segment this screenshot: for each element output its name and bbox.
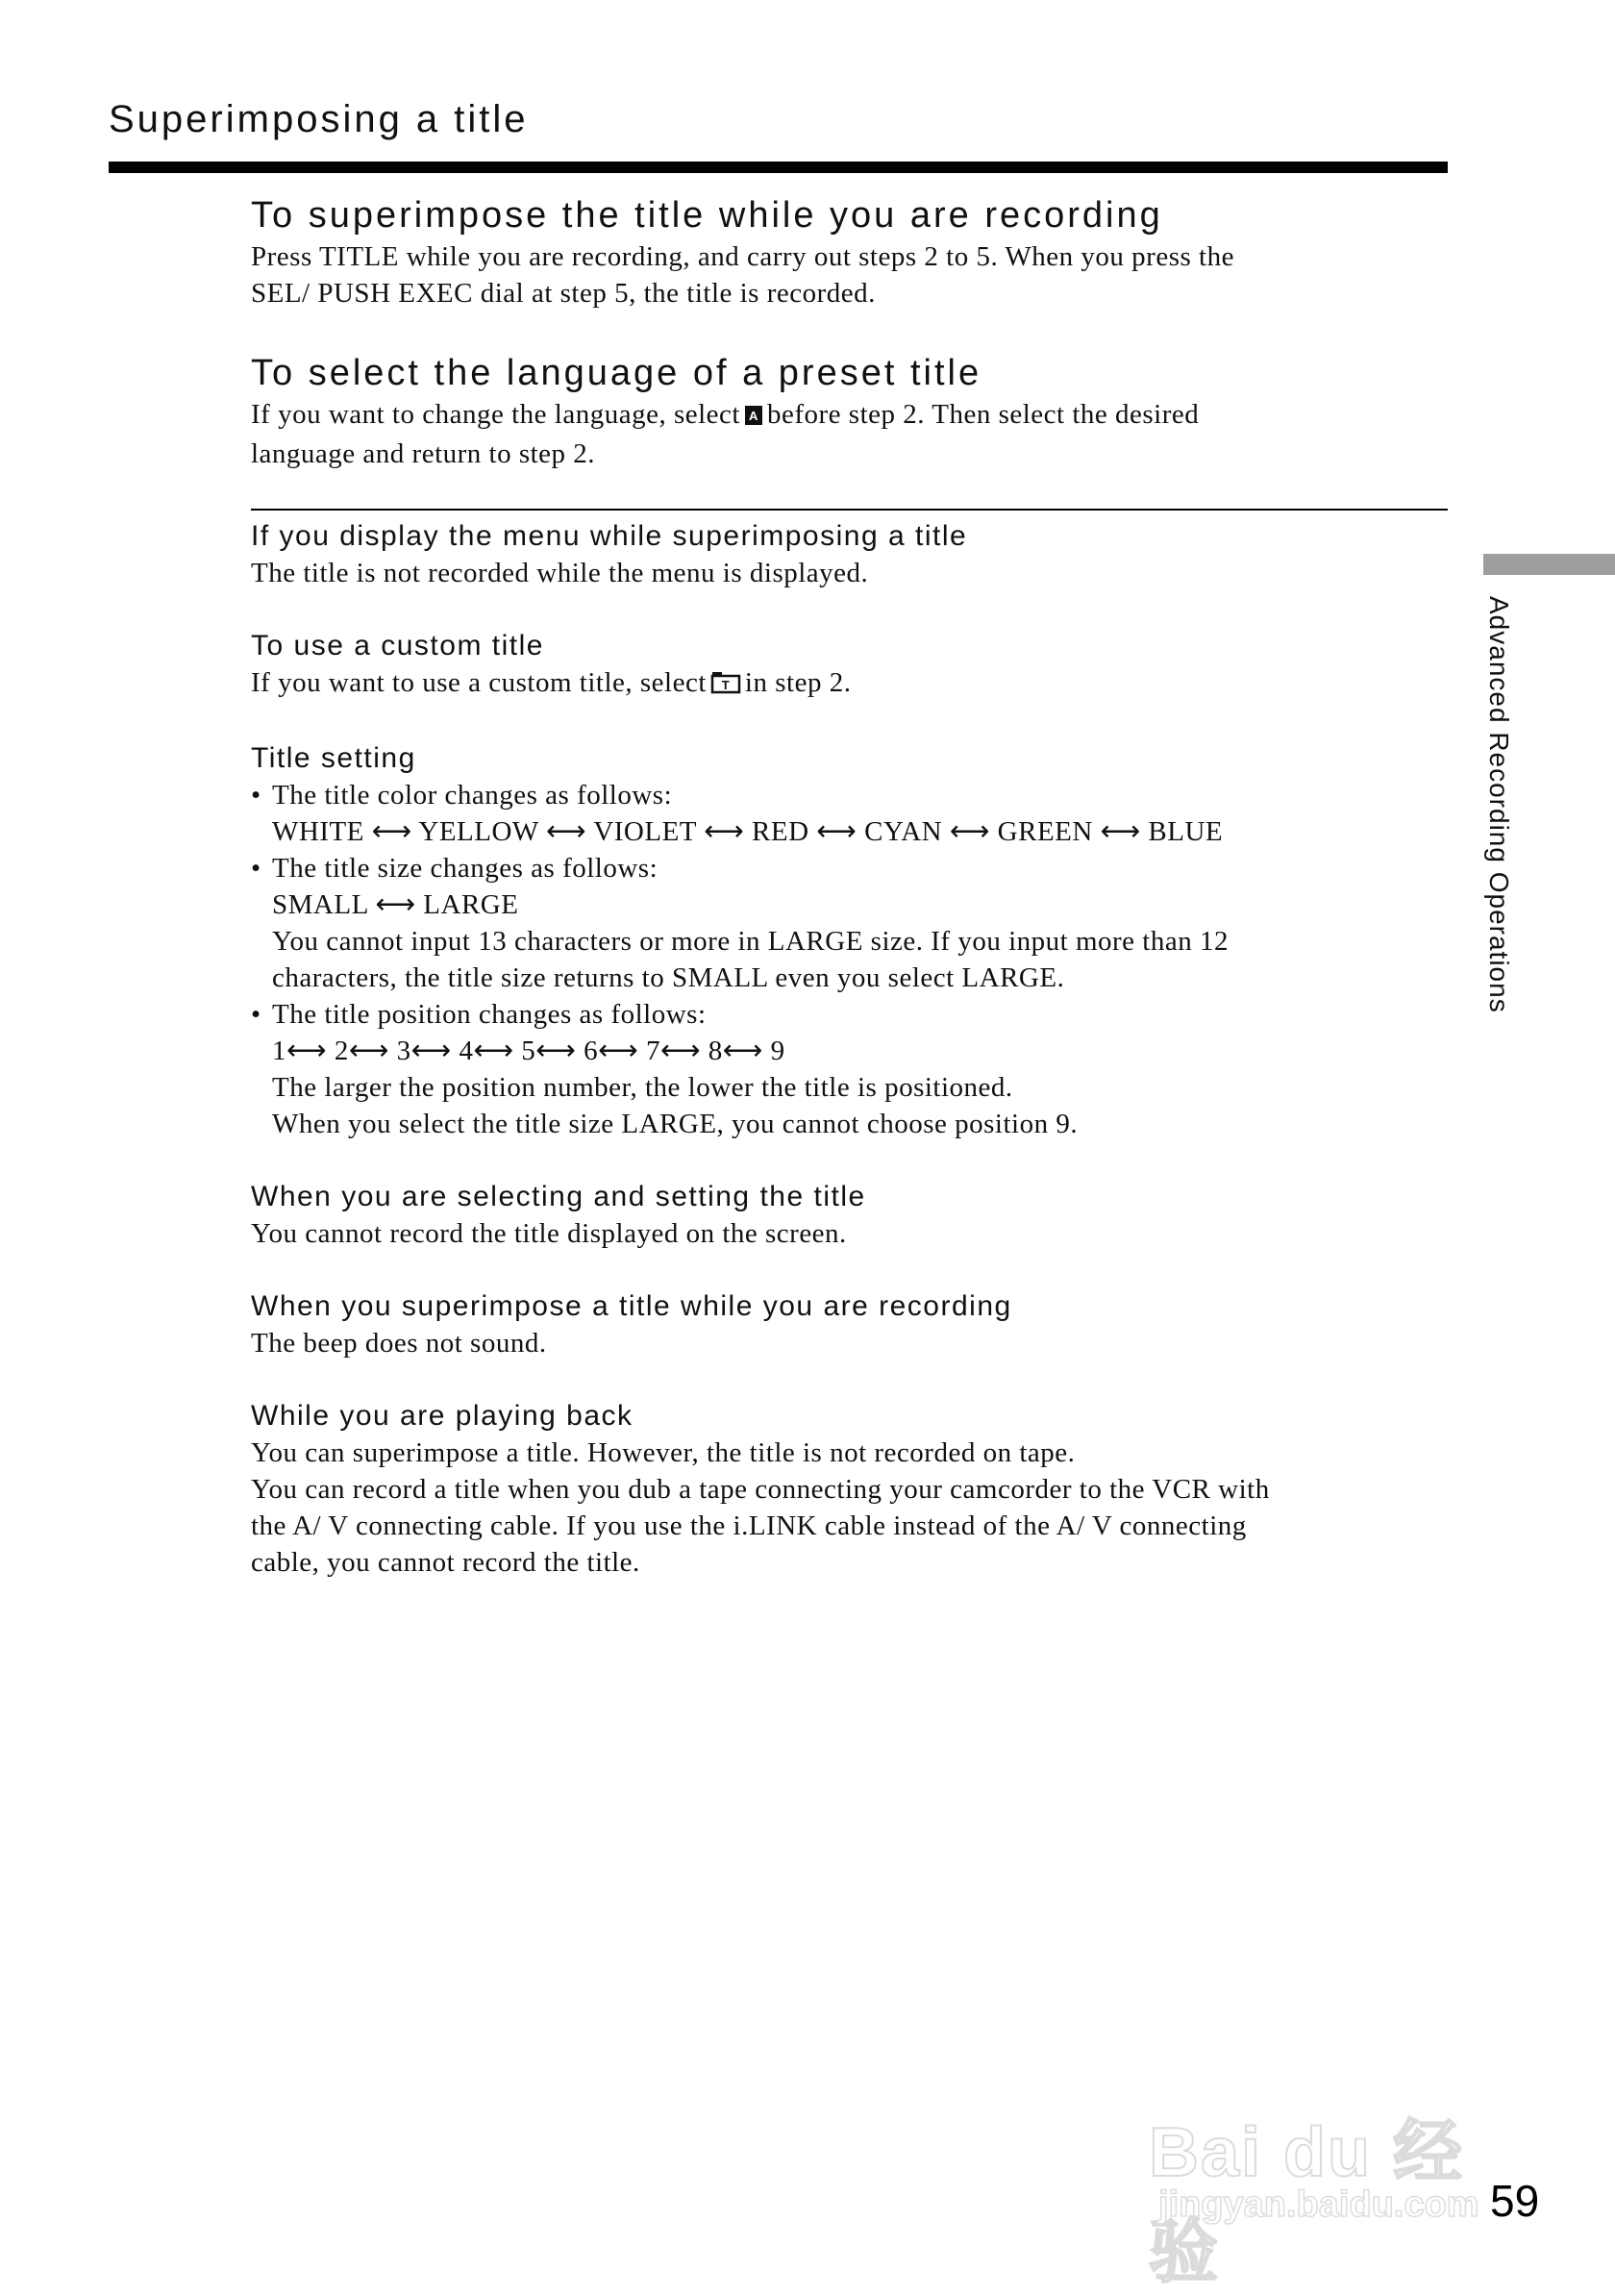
record-heading: To superimpose the title while you are recording: [251, 195, 1163, 236]
main-content: [251, 192, 1453, 1581]
menu-note-heading: If you display the menu while superimposing a title: [251, 520, 968, 552]
size-sequence: SMALL ⟷ LARGE: [272, 889, 519, 920]
language-text-b: before step 2. Then select the desired: [766, 399, 1200, 430]
playback-heading: While you are playing back: [251, 1400, 634, 1432]
custom-title-text: [251, 664, 1453, 704]
language-text-line: language and return to step 2.: [251, 438, 596, 469]
position-bullet: • The title position changes as follows:: [251, 996, 1453, 1033]
position-sequence: 1⟷ 2⟷ 3⟷ 4⟷ 5⟷ 6⟷ 7⟷ 8⟷ 9: [272, 1036, 785, 1066]
playback-text-line: the A/ V connecting cable. If you use the i.LINK cable instead of the A/ V connecting: [251, 1510, 1247, 1541]
page-number: 59: [1490, 2176, 1540, 2226]
menu-note-text: The title is not recorded while the menu is displayed.: [251, 558, 869, 588]
playback-text-line: You can superimpose a title. However, the title is not recorded on tape.: [251, 1437, 1076, 1468]
selecting-heading: When you are selecting and setting the title: [251, 1181, 866, 1212]
watermark: [1139, 2038, 1524, 2291]
superimpose-recording-text: The beep does not sound.: [251, 1328, 547, 1359]
color-sequence: WHITE ⟷ YELLOW ⟷ VIOLET ⟷ RED ⟷ CYAN ⟷ GREEN ⟷ BLUE: [272, 816, 1224, 847]
playback-text-line: You can record a title when you dub a tape connecting your camcorder to the VCR with: [251, 1474, 1270, 1505]
size-bullet: • The title size changes as follows:: [251, 850, 1453, 886]
title-setting-heading: Title setting: [251, 742, 416, 774]
language-select-icon: [744, 399, 763, 436]
record-text-line: SEL/ PUSH EXEC dial at step 5, the title is recorded.: [251, 278, 876, 309]
section-divider: [251, 509, 1448, 511]
size-note: You cannot input 13 characters or more in LARGE size. If you input more than 12: [272, 926, 1229, 957]
size-note: characters, the title size returns to SMALL even you select LARGE.: [272, 962, 1065, 993]
superimpose-recording-heading: When you superimpose a title while you are recording: [251, 1290, 1012, 1322]
color-bullet: • The title color changes as follows:: [251, 777, 1453, 813]
svg-text:A: A: [749, 409, 758, 423]
language-text-line: [251, 396, 1453, 436]
playback-text-line: cable, you cannot record the title.: [251, 1547, 640, 1578]
custom-title-text-a: If you want to use a custom title, select: [251, 667, 707, 698]
language-heading: To select the language of a preset title: [251, 353, 982, 393]
position-note: The larger the position number, the lower the title is positioned.: [272, 1072, 1013, 1103]
custom-title-text-b: in step 2.: [744, 667, 852, 698]
custom-title-heading: To use a custom title: [251, 630, 544, 661]
section-tab-label: Advanced Recording Operations: [1484, 596, 1514, 1013]
section-tab-marker: [1483, 554, 1615, 575]
selecting-text: You cannot record the title displayed on the screen.: [251, 1218, 847, 1249]
page-title: Superimposing a title: [109, 98, 529, 140]
top-rule: [109, 162, 1448, 173]
svg-text:T: T: [721, 678, 731, 692]
watermark-brand: Bai du 经验: [1149, 2114, 1465, 2291]
position-note: When you select the title size LARGE, you cannot choose position 9.: [272, 1109, 1079, 1139]
record-text-line: Press TITLE while you are recording, and carry out steps 2 to 5. When you press the: [251, 241, 1234, 272]
custom-title-icon: [710, 667, 741, 704]
language-text-a: If you want to change the language, select: [251, 399, 740, 430]
watermark-url: jingyan.baidu.com: [1158, 2184, 1479, 2225]
